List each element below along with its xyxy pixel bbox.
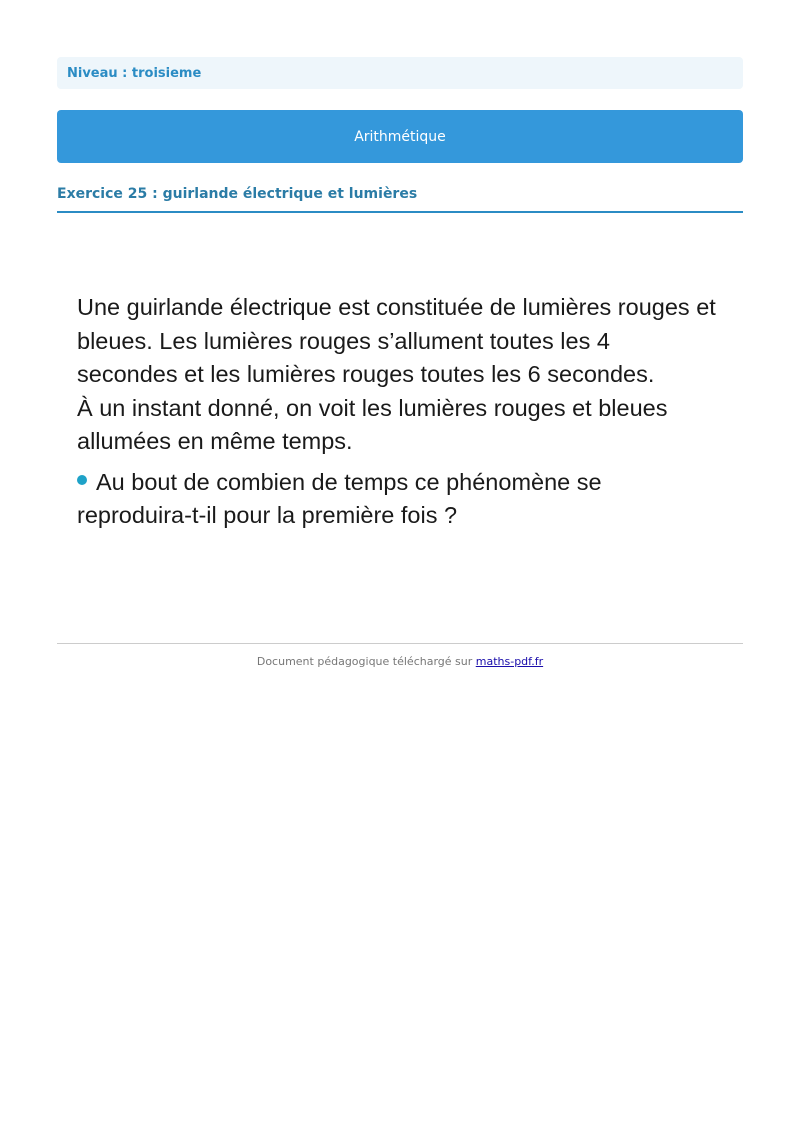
footer-link[interactable]: maths-pdf.fr <box>475 655 544 668</box>
topic-label: Arithmétique <box>354 128 446 145</box>
exercise-statement <box>57 291 717 533</box>
page-content <box>57 57 743 533</box>
level-label: Niveau : troisieme <box>67 65 202 81</box>
topic-banner <box>57 110 743 163</box>
footer-divider <box>57 643 743 644</box>
footer <box>0 655 800 668</box>
level-indicator <box>57 57 743 89</box>
statement-paragraph-2: À un instant donné, on voit les lumières rouges et bleues allumées en même temps. <box>77 394 668 454</box>
bullet-icon <box>77 475 87 485</box>
statement-paragraph-1: Une guirlande électrique est constituée de lumières rouges et bleues. Les lumières rouges s’allument toutes les 4 secondes et les lumières rouges toutes les 6 secondes. <box>77 294 716 387</box>
exercise-title: Exercice 25 : guirlande électrique et lumières <box>57 186 743 213</box>
exercise-question <box>77 466 717 533</box>
question-text: Au bout de combien de temps ce phénomène se reproduira-t-il pour la première fois ? <box>77 468 602 528</box>
footer-text: Document pédagogique téléchargé sur <box>256 655 476 668</box>
